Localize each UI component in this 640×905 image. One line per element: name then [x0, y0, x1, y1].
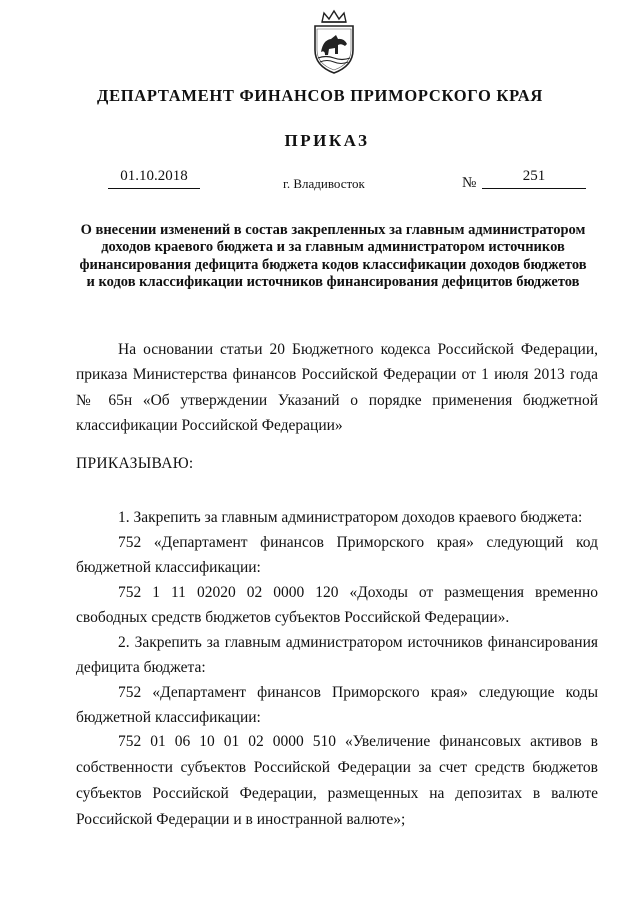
city-name: г. Владивосток: [283, 176, 365, 191]
coat-of-arms-icon: [304, 8, 364, 76]
number-underline: [482, 188, 586, 189]
item-2-heading: 2. Закрепить за главным администратором источников финансирования дефицита бюджета:: [76, 634, 598, 677]
department-name: ДЕПАРТАМЕНТ ФИНАНСОВ ПРИМОРСКОГО КРАЯ: [97, 86, 543, 105]
item-1-administrator: 752 «Департамент финансов Приморского края» следующий код бюджетной классификации:: [76, 534, 598, 577]
document-type-title: ПРИКАЗ: [284, 131, 370, 150]
item-1-code: 752 1 11 02020 02 0000 120 «Доходы от размещения временно свободных средств бюджетов субъектов Российской Федерации».: [76, 584, 598, 627]
date-underline: [108, 188, 200, 189]
item-2-code: 752 01 06 10 01 02 0000 510 «Увеличение финансовых активов в собственности субъектов Российской Федерации за счет средств бюджетов субъектов Российской Федерации, размещенных на депозитах в валюте Российской Федерации и в иностранной валюте»;: [76, 733, 598, 828]
order-number: 251: [522, 168, 546, 184]
item-2-administrator: 752 «Департамент финансов Приморского края» следующие коды бюджетной классификации:: [76, 684, 598, 727]
number-sign: №: [462, 175, 477, 191]
basis-paragraph: На основании статьи 20 Бюджетного кодекса Российской Федерации, приказа Министерства финансов Российской Федерации от 1 июля 2013 года № 65н «Об утверждении Указаний о порядке применения бюджетной классификации Российской Федерации»: [76, 341, 598, 435]
item-1-heading: 1. Закрепить за главным администратором доходов краевого бюджета:: [118, 509, 583, 526]
order-word: ПРИКАЗЫВАЮ:: [76, 455, 194, 472]
order-subject: О внесении изменений в состав закрепленных за главным администратором доходов краевого бюджета и за главным администратором источников финансирования дефицита бюджета кодов классификации доходов бюджетов и кодов классификации источников финансирования дефицитов бюджетов: [79, 222, 587, 291]
order-date: 01.10.2018: [120, 168, 188, 184]
